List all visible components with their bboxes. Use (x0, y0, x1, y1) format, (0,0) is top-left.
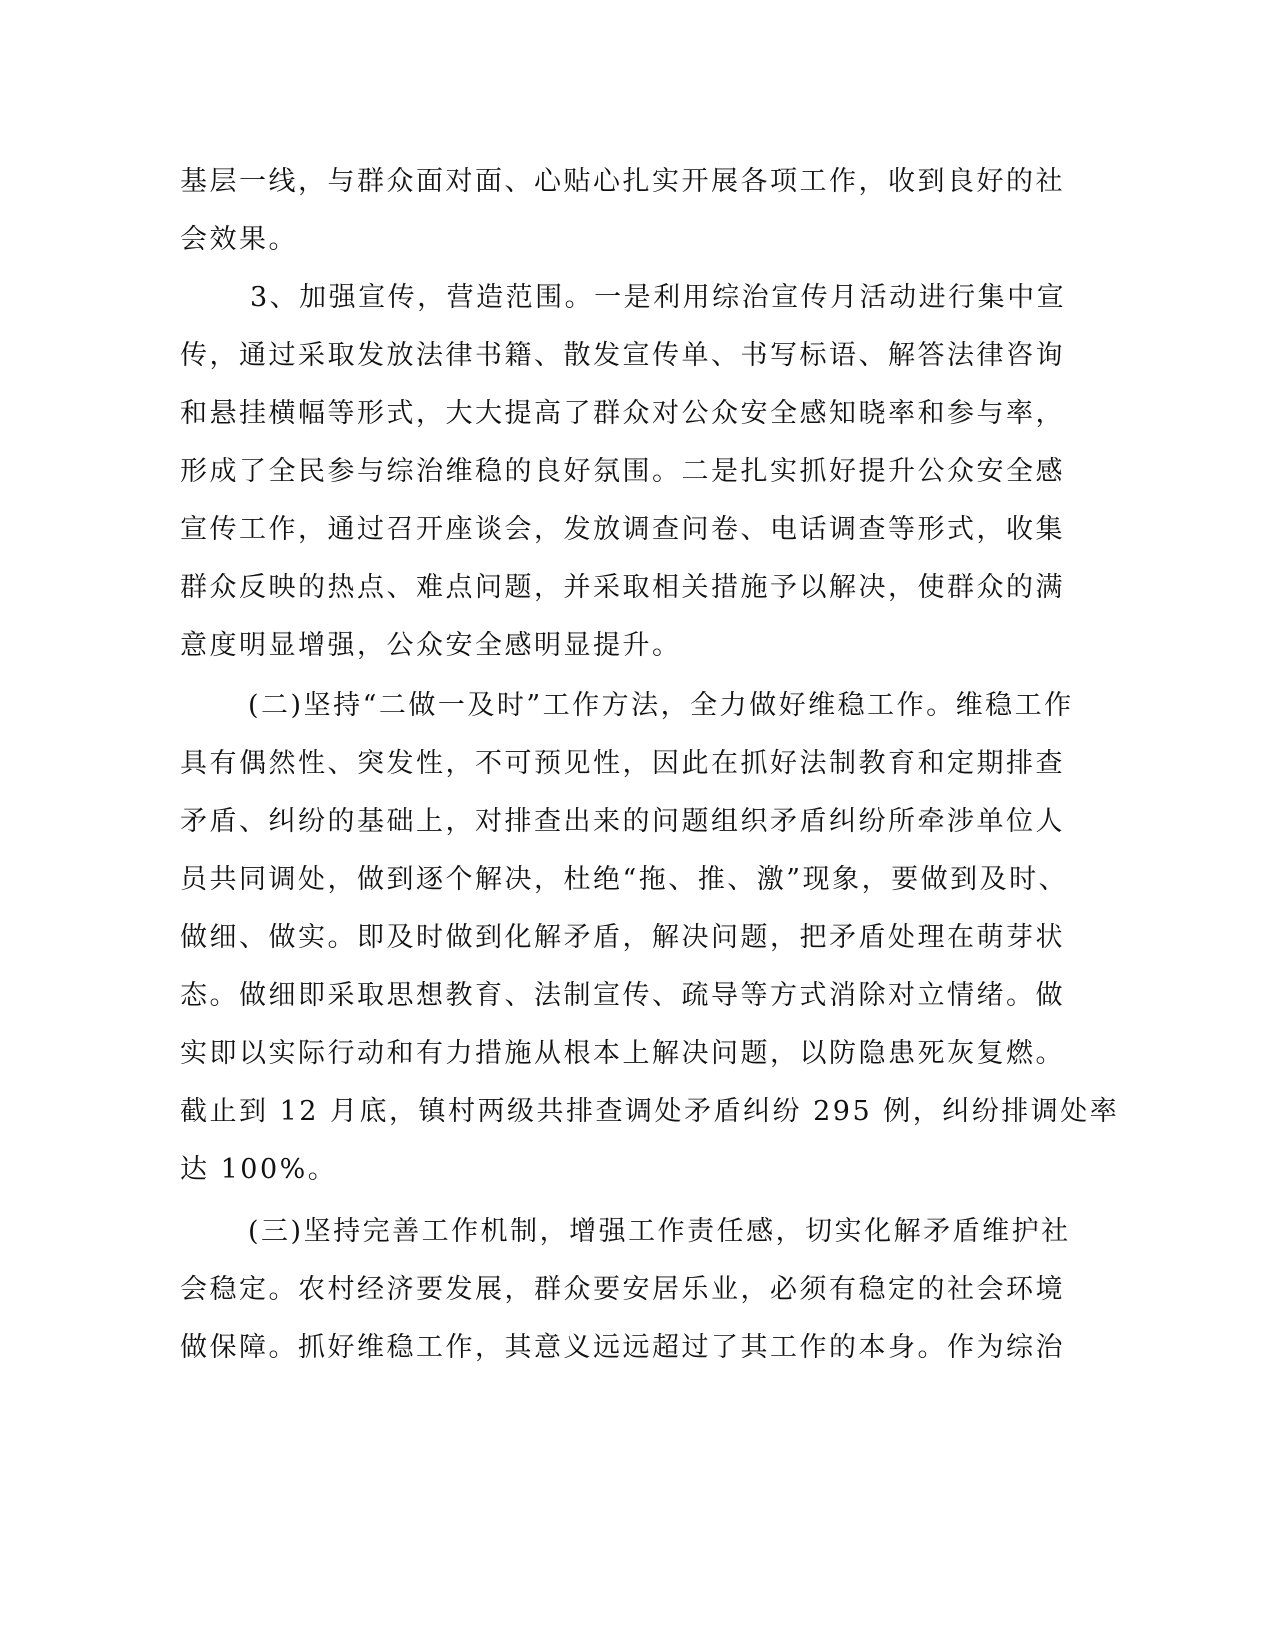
text-line: 宣传工作，通过召开座谈会，发放调查问卷、电话调查等形式，收集 (180, 514, 1065, 545)
text-line: 实即以实际行动和有力措施从根本上解决问题，以防隐患死灰复燃。 (180, 1038, 1065, 1069)
text-line: 会稳定。农村经济要发展，群众要安居乐业，必须有稳定的社会环境 (180, 1274, 1065, 1305)
text-line: 意度明显增强，公众安全感明显提升。 (180, 630, 682, 661)
section-heading-line: (二)坚持“二做一及时”工作方法，全力做好维稳工作。维稳工作 (248, 690, 1074, 721)
text-line: 形成了全民参与综治维稳的良好氛围。二是扎实抓好提升公众安全感 (180, 456, 1065, 487)
text-line: 和悬挂横幅等形式，大大提高了群众对公众安全感知晓率和参与率， (180, 398, 1065, 429)
text-line: 截止到 12 月底，镇村两级共排查调处矛盾纠纷 295 例，纠纷排调处率 (180, 1096, 1120, 1127)
text-line: 会效果。 (180, 224, 298, 255)
text-line: 具有偶然性、突发性，不可预见性，因此在抓好法制教育和定期排查 (180, 748, 1065, 779)
text-line: 基层一线，与群众面对面、心贴心扎实开展各项工作，收到良好的社 (180, 166, 1065, 197)
text-line: 员共同调处，做到逐个解决，杜绝“拖、推、激”现象，要做到及时、 (180, 864, 1069, 895)
text-line: 群众反映的热点、难点问题，并采取相关措施予以解决，使群众的满 (180, 572, 1065, 603)
text-line: 态。做细即采取思想教育、法制宣传、疏导等方式消除对立情绪。做 (180, 980, 1065, 1011)
text-line: 矛盾、纠纷的基础上，对排查出来的问题组织矛盾纠纷所牵涉单位人 (180, 806, 1065, 837)
section-heading-line: (三)坚持完善工作机制，增强工作责任感，切实化解矛盾维护社 (248, 1216, 1071, 1247)
text-line: 做保障。抓好维稳工作，其意义远远超过了其工作的本身。作为综治 (180, 1332, 1065, 1363)
text-line: 做细、做实。即及时做到化解矛盾，解决问题，把矛盾处理在萌芽状 (180, 922, 1065, 953)
text-line: 达 100%。 (180, 1154, 338, 1185)
text-line: 传，通过采取发放法律书籍、散发宣传单、书写标语、解答法律咨询 (180, 340, 1065, 371)
section-heading-line: 3、加强宣传，营造范围。一是利用综治宣传月活动进行集中宣 (250, 282, 1067, 313)
